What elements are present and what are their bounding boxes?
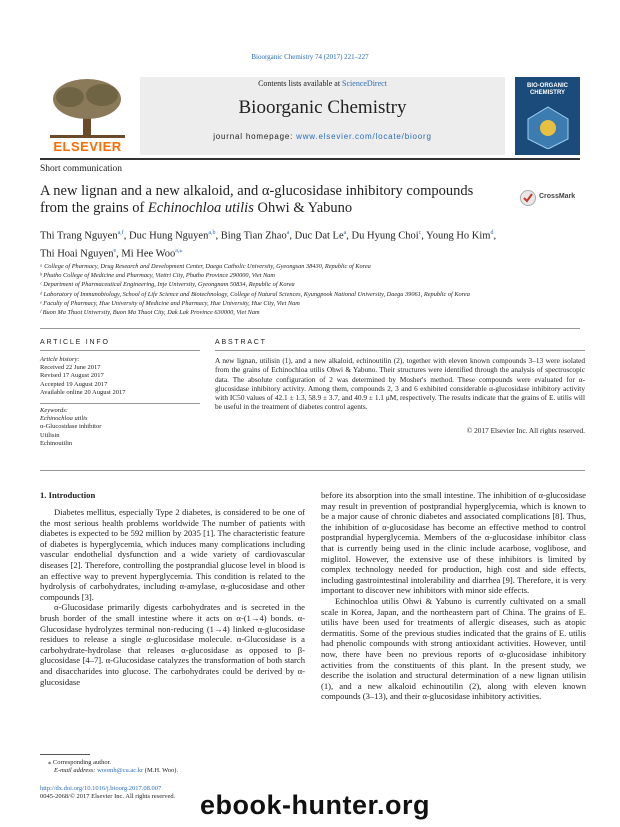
affiliation-item: ᵉ Faculty of Pharmacy, Hue University of Medicine and Pharmacy, Hue University, Hue City, Viet Nam <box>40 299 300 307</box>
body-paragraph: Echinochloa utilis Ohwi & Yabuno is currently cultivated on a small scale in Korea, Japan, and the northeastern part of China. The grains of E. utilis have been used for treatments of allergic diseases, such as atopic dermatitis. Some of the previous studies indicated that the grains of E. utilis had phenolic compounds with strong antioxidant activities. However, until now, there have been no previous reports of α-glucosidase inhibitory activities from the constituents of this plant. In the present study, we describe the isolation and structural determination of a new lignan utilisin (1), and a new alkaloid echinoutilin (2), along with eleven known compounds (3–13), and their α-glucosidase inhibitory activities. <box>321 595 586 702</box>
author-separator: , <box>493 230 497 242</box>
author-affiliation-mark[interactable]: a,b <box>208 230 216 236</box>
contents-prefix: Contents lists available at <box>258 79 343 88</box>
body-paragraph: Diabetes mellitus, especially Type 2 diabetes, is considered to be one of the most serious health problems worldwide The number of patients with diabetes is expected to be 592 million by 2035 [1]. The characteristic feature of diabetes is hyperglycemia, which induces many complications including vascular endothelial dysfunction and a wide variety of cardiovascular diseases [2]. Therefore, controlling the postprandial glucose level in blood is an effective way to prevent hyperglycemia. This condition is related to the hydrolysis of carbohydrates, including α-amylase, α-glucosidase and other compounds [3]. <box>40 507 305 602</box>
homepage-prefix: journal homepage: <box>213 132 297 141</box>
author-name[interactable]: Du Hyung Choi <box>351 230 419 242</box>
footnote-rule <box>40 754 90 755</box>
journal-cover[interactable] <box>515 77 580 155</box>
abstract-bottom-rule <box>40 470 585 471</box>
keyword-item: α-Glucosidase inhibitor <box>40 423 102 431</box>
tree-icon <box>40 77 135 141</box>
author-separator: , <box>346 230 352 242</box>
abstract-text: A new lignan, utilisin (1), and a new alkaloid, echinoutilin (2), together with eleven known compounds 3–13 were isolated from the grains of Echinochloa utilis Ohwi & Yabuno. Their structures were identified through the analysis of spectroscopic data. The absolute configuration of 2 was determined by Mosher's method. These compounds were evaluated for α-glucosidase inhibitory activity. Among them, compounds 2, 3 and 6 exhibited considerable α-glucosidase inhibitory activity with IC50 values of 42.1 ± 1.3, 58.9 ± 3.7, and 40.9 ± 1.1 μM, respectively. The results indicate that the grains of E. utilis will be useful in the treatment of diabetes control agents. <box>215 356 585 412</box>
journal-reference[interactable]: Bioorganic Chemistry 74 (2017) 221–227 <box>251 53 369 61</box>
author-name[interactable]: Thi Hoai Nguyen <box>40 248 114 259</box>
elsevier-logo[interactable] <box>40 77 135 155</box>
title-part2: Ohwi & Yabuno <box>253 200 353 216</box>
homepage-link[interactable]: www.elsevier.com/locate/bioorg <box>296 132 432 141</box>
keyword-item: Utilisin <box>40 431 60 439</box>
affiliation-item: ᶠ Buon Ma Thuot University, Buon Ma Thuot City, Dak Lak Province 630000, Viet Nam <box>40 309 260 317</box>
author-separator: , <box>215 230 221 242</box>
keyword-item: Echinochloa utilis <box>40 415 88 423</box>
masthead-rule <box>40 158 580 160</box>
author-separator: , <box>289 230 295 242</box>
history-item: Accepted 19 August 2017 <box>40 380 108 388</box>
history-label: Article history: <box>40 356 80 363</box>
author-name[interactable]: Duc Dat Le <box>294 230 344 242</box>
email-suffix: (M.H. Woo). <box>143 767 179 775</box>
section-rule <box>40 328 580 329</box>
article-info <box>40 356 200 448</box>
cover-art-icon <box>523 105 573 149</box>
crossmark-icon <box>520 190 536 206</box>
abstract-heading: ABSTRACT <box>215 339 267 346</box>
email-link[interactable]: woomh@cu.ac.kr <box>97 767 144 775</box>
article-title <box>40 183 480 217</box>
author-name[interactable]: Thi Trang Nguyen <box>40 230 118 242</box>
author-name[interactable]: Mi Hee Woo <box>121 248 176 259</box>
body-column-right <box>321 490 586 702</box>
author-affiliation-mark[interactable]: e <box>113 247 117 254</box>
masthead-center <box>140 77 505 155</box>
article-info-heading: ARTICLE INFO <box>40 339 110 346</box>
affiliations <box>40 262 585 317</box>
journal-title: Bioorganic Chemistry <box>238 97 407 118</box>
body-column-left <box>40 507 305 687</box>
crossmark-label: CrossMark <box>539 193 576 200</box>
introduction-heading: 1. Introduction <box>40 490 96 500</box>
history-item: Revised 17 August 2017 <box>40 372 104 380</box>
author-affiliation-mark[interactable]: d <box>490 230 494 236</box>
watermark: ebook-hunter.org <box>200 790 430 820</box>
abstract-copyright: © 2017 Elsevier Inc. All rights reserved. <box>466 426 585 435</box>
affiliation-item: ᵇ Phutho College of Medicine and Pharmacy, Viettri City, Phutho Province 290000, Viet Nam <box>40 272 275 280</box>
history-item: Available online 20 August 2017 <box>40 388 126 396</box>
footnote <box>40 759 305 776</box>
elsevier-wordmark: ELSEVIER <box>53 139 122 154</box>
author-affiliation-mark[interactable]: c <box>418 230 422 236</box>
contents-line <box>140 79 505 88</box>
email-label: E-mail address: <box>54 767 98 775</box>
homepage-line <box>140 132 505 141</box>
corresponding-note: ⁎ Corresponding author. <box>48 759 112 766</box>
author-affiliation-mark[interactable]: a <box>286 230 290 236</box>
author-separator: , <box>421 230 427 242</box>
keywords-label: Keywords: <box>40 407 68 415</box>
author-affiliation-mark[interactable]: a,⁎ <box>175 247 183 254</box>
author-name[interactable]: Young Ho Kim <box>426 230 491 242</box>
masthead <box>40 77 580 155</box>
author-separator: , <box>116 248 122 259</box>
title-part1: A new lignan and a new alkaloid, and α-glucosidase inhibitory compounds from the grains of <box>40 183 474 216</box>
info-rule <box>40 350 200 351</box>
sciencedirect-link[interactable]: ScienceDirect <box>342 79 387 88</box>
cover-title: BIO-ORGANIC CHEMISTRY <box>527 83 568 96</box>
author-affiliation-mark[interactable]: a,f <box>117 230 124 236</box>
keyword-item: Echinoutilin <box>40 439 73 447</box>
issn-line: 0045-2068/© 2017 Elsevier Inc. All rights reserved. <box>40 793 176 801</box>
title-species: Echinochloa utilis <box>147 200 254 216</box>
history-item: Received 22 June 2017 <box>40 364 101 372</box>
body-paragraph: α-Glucosidase primarily digests carbohydrates and is secreted in the brush border of the small intestine where it acts on α-(1→4) bonds. α-Glucosidase hydrolyzes terminal non-reducing (1→4) linked α-glucosidase residues to release a single α-glucosidase molecule. α-Glucosidase is a carbohydrate-hydrolase that releases α-glucosidase as opposed to β-glucosidase [4–7]. α-Glucosidase catalyzes the transformation of both starch and disaccharides into glucose. The carbohydrates could be derived by α-glucosidase <box>40 602 305 687</box>
doi-link[interactable]: http://dx.doi.org/10.1016/j.bioorg.2017.08.007 <box>40 785 162 792</box>
author-list <box>40 226 585 261</box>
author-name[interactable]: Bing Tian Zhao <box>220 230 287 242</box>
author-affiliation-mark[interactable]: a <box>343 230 347 236</box>
author-separator: , <box>123 230 130 242</box>
affiliation-item: ᵃ College of Pharmacy, Drug Research and Development Center, Daegu Catholic University, Gyeongsan 38430, Republic of Korea <box>40 263 371 270</box>
abstract-rule <box>215 350 585 351</box>
crossmark-badge[interactable] <box>520 190 590 208</box>
body-paragraph: before its absorption into the small intestine. The inhibition of α-glucosidase may result in prevention of postprandial hyperglycemia, which is known to be a major cause of chronic diabetes and associated complications [8]. Thus, the inhibition of α-glucosidase has become an effective method to control postprandial hyperglycemia. Members of the α-glucosidase inhibitor class that is currently being used in the clinic include acarbose, voglibose, and miglitol. However, the extensive use of these inhibitors is limited by complex technology needed for production, high cost and side effects, including gastrointestinal intolerability and diarrhea [9]. Therefore, it is very important to discover new inhibitors with minor side effects. <box>321 490 586 596</box>
affiliation-item: ᶜ Department of Pharmaceutical Engineering, Inje University, Gyeongnam 50834, Republic of Korea <box>40 281 295 289</box>
keyword-rule <box>40 403 200 404</box>
affiliation-item: ᵈ Laboratory of Immunobiology, School of Life Science and Biotechnology, College of Natural Sciences, Kyungpook National University, Daegu 39061, Republic of Korea <box>40 290 470 298</box>
article-type: Short communication <box>40 164 123 174</box>
author-name[interactable]: Duc Hung Nguyen <box>129 230 209 242</box>
